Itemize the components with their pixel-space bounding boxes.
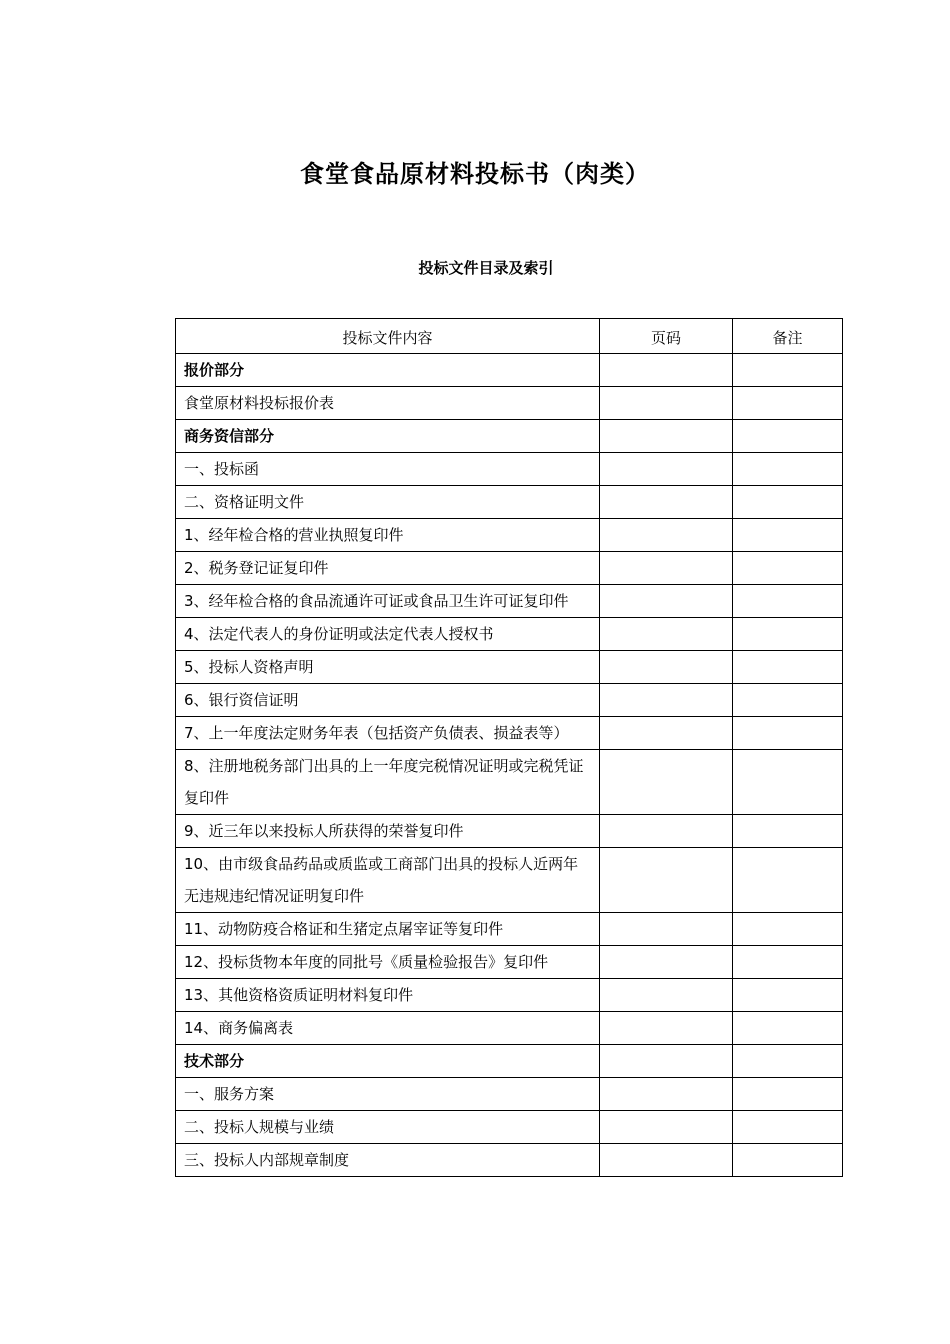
note-cell [733, 1144, 843, 1177]
item-content-cell: 3、经年检合格的食品流通许可证或食品卫生许可证复印件 [176, 585, 600, 618]
note-cell [733, 618, 843, 651]
table-row [176, 585, 843, 618]
table-row [176, 717, 843, 750]
note-cell [733, 420, 843, 453]
note-cell [733, 815, 843, 848]
page-number-cell [600, 585, 733, 618]
page-number-cell [600, 1045, 733, 1078]
item-content-cell: 6、银行资信证明 [176, 684, 600, 717]
note-cell [733, 848, 843, 913]
page-number-cell [600, 750, 733, 815]
note-cell [733, 387, 843, 420]
note-cell [733, 651, 843, 684]
item-content-cell: 二、资格证明文件 [176, 486, 600, 519]
table-row [176, 1144, 843, 1177]
item-content-cell: 1、经年检合格的营业执照复印件 [176, 519, 600, 552]
item-content-cell: 5、投标人资格声明 [176, 651, 600, 684]
item-content-cell: 13、其他资格资质证明材料复印件 [176, 979, 600, 1012]
note-cell [733, 519, 843, 552]
page-number-cell [600, 453, 733, 486]
header-page: 页码 [600, 319, 733, 354]
section-row [176, 1045, 843, 1078]
header-note: 备注 [733, 319, 843, 354]
note-cell [733, 453, 843, 486]
item-content-cell: 一、投标函 [176, 453, 600, 486]
note-cell [733, 979, 843, 1012]
item-content-cell: 11、动物防疫合格证和生猪定点屠宰证等复印件 [176, 913, 600, 946]
item-content-cell: 7、上一年度法定财务年表（包括资产负债表、损益表等） [176, 717, 600, 750]
header-content: 投标文件内容 [176, 319, 600, 354]
page-number-cell [600, 815, 733, 848]
page-number-cell [600, 1111, 733, 1144]
note-cell [733, 486, 843, 519]
item-content-cell: 12、投标货物本年度的同批号《质量检验报告》复印件 [176, 946, 600, 979]
page-number-cell [600, 618, 733, 651]
note-cell [733, 750, 843, 815]
table-row [176, 651, 843, 684]
item-content-cell: 一、服务方案 [176, 1078, 600, 1111]
table-row [176, 946, 843, 979]
section-heading: 技术部分 [176, 1045, 600, 1078]
table-row [176, 684, 843, 717]
page-number-cell [600, 354, 733, 387]
table-row [176, 1012, 843, 1045]
document-title: 食堂食品原材料投标书（肉类） [300, 160, 650, 188]
page-number-cell [600, 387, 733, 420]
table-header-row [176, 319, 843, 354]
page-number-cell [600, 1144, 733, 1177]
item-content-cell: 10、由市级食品药品或质监或工商部门出具的投标人近两年无违规违纪情况证明复印件 [176, 848, 600, 913]
table-row [176, 387, 843, 420]
table-row [176, 519, 843, 552]
page-number-cell [600, 519, 733, 552]
page-number-cell [600, 946, 733, 979]
toc-table [175, 318, 843, 1177]
document-subtitle: 投标文件目录及索引 [418, 259, 554, 277]
note-cell [733, 1012, 843, 1045]
item-content-cell: 2、税务登记证复印件 [176, 552, 600, 585]
note-cell [733, 1111, 843, 1144]
note-cell [733, 684, 843, 717]
table-row [176, 913, 843, 946]
table-body [176, 354, 843, 1177]
page-number-cell [600, 684, 733, 717]
table-row [176, 1111, 843, 1144]
page-number-cell [600, 651, 733, 684]
table-row [176, 552, 843, 585]
item-content-cell: 14、商务偏离表 [176, 1012, 600, 1045]
table-row [176, 848, 843, 913]
note-cell [733, 1078, 843, 1111]
section-heading: 商务资信部分 [176, 420, 600, 453]
table-row [176, 979, 843, 1012]
section-row [176, 420, 843, 453]
table-row [176, 815, 843, 848]
page-number-cell [600, 1012, 733, 1045]
page-number-cell [600, 979, 733, 1012]
note-cell [733, 1045, 843, 1078]
page-number-cell [600, 420, 733, 453]
note-cell [733, 946, 843, 979]
table-row [176, 1078, 843, 1111]
note-cell [733, 354, 843, 387]
page-number-cell [600, 848, 733, 913]
table-row [176, 453, 843, 486]
item-content-cell: 二、投标人规模与业绩 [176, 1111, 600, 1144]
page-number-cell [600, 1078, 733, 1111]
page-number-cell [600, 913, 733, 946]
item-content-cell: 三、投标人内部规章制度 [176, 1144, 600, 1177]
table-row [176, 750, 843, 815]
page-number-cell [600, 717, 733, 750]
table-row [176, 618, 843, 651]
section-heading: 报价部分 [176, 354, 600, 387]
table-row [176, 486, 843, 519]
note-cell [733, 717, 843, 750]
item-content-cell: 9、近三年以来投标人所获得的荣誉复印件 [176, 815, 600, 848]
item-content-cell: 食堂原材料投标报价表 [176, 387, 600, 420]
page-number-cell [600, 486, 733, 519]
section-row [176, 354, 843, 387]
note-cell [733, 552, 843, 585]
page-number-cell [600, 552, 733, 585]
note-cell [733, 913, 843, 946]
item-content-cell: 4、法定代表人的身份证明或法定代表人授权书 [176, 618, 600, 651]
item-content-cell: 8、注册地税务部门出具的上一年度完税情况证明或完税凭证复印件 [176, 750, 600, 815]
note-cell [733, 585, 843, 618]
